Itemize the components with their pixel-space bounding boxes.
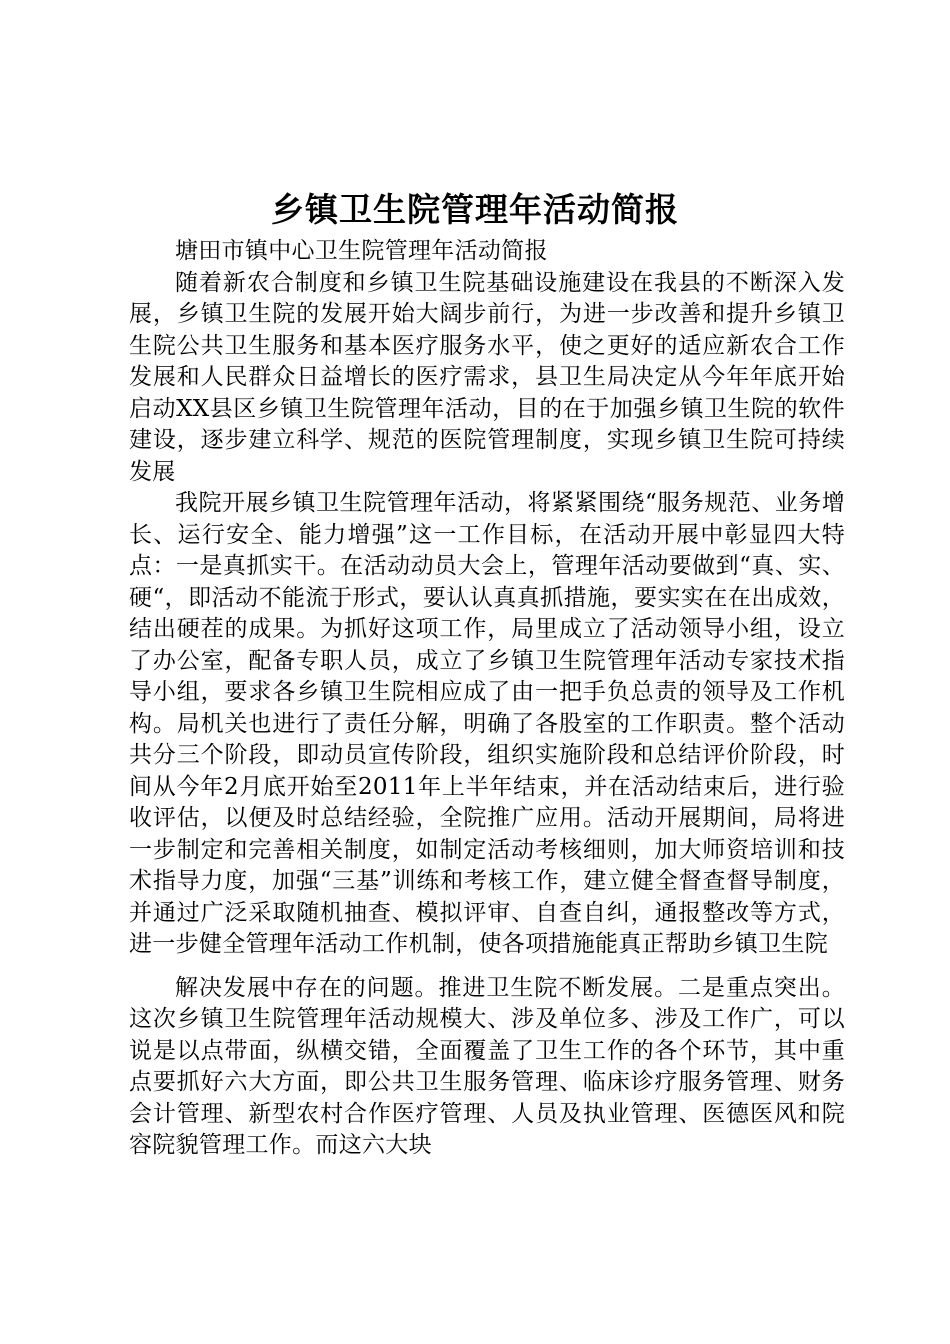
document-title: 乡镇卫生院管理年活动简报 (271, 190, 679, 229)
paragraph-intro: 随着新农合制度和乡镇卫生院基础设施建设在我县的不断深入发展，乡镇卫生院的发展开始大阔步前行，为进一步改善和提升乡镇卫生院公共卫生服务和基本医疗服务水平，使之更好的适应新农合工作发展和人民群众日益增长的医疗需求，县卫生局决定从今年年底开始启动XX县区乡镇卫生院管理年活动，目的在于加强乡镇卫生院的软件建设，逐步建立科学、规范的医院管理制度，实现乡镇卫生院可持续发展 (129, 269, 845, 485)
paragraph-continuation: 解决发展中存在的问题。推进卫生院不断发展。二是重点突出。这次乡镇卫生院管理年活动规模大、涉及单位多、涉及工作广，可以说是以点带面，纵横交错，全面覆盖了卫生工作的各个环节，其中重点要抓好六大方面，即公共卫生服务管理、临床诊疗服务管理、财务会计管理、新型农村合作医疗管理、人员及执业管理、医德医风和院容院貌管理工作。而这六大块 (129, 974, 845, 1158)
paragraph-features: 我院开展乡镇卫生院管理年活动，将紧紧围绕“服务规范、业务增长、运行安全、能力增强”这一工作目标，在活动开展中彰显四大特点：一是真抓实干。在活动动员大会上，管理年活动要做到“真、实、硬“，即活动不能流于形式，要认认真真抓措施，要实实在在出成效，结出硬茬的成果。为抓好这项工作，局里成立了活动领导小组，设立了办公室，配备专职人员，成立了乡镇卫生院管理年活动专家技术指导小组，要求各乡镇卫生院相应成了由一把手负总责的领导及工作机构。局机关也进行了责任分解，明确了各股室的工作职责。整个活动共分三个阶段，即动员宣传阶段，组织实施阶段和总结评价阶段，时间从今年2月底开始至2011年上半年结束，并在活动结束后，进行验收评估，以便及时总结经验，全院推广应用。活动开展期间，局将进一步制定和完善相关制度，如制定活动考核细则，加大师资培训和技术指导力度，加强“三基”训练和考核工作，建立健全督查督导制度，并通过广泛采取随机抽查、模拟评审、自查自纠，通报整改等方式，进一步健全管理年活动工作机制，使各项措施能真正帮助乡镇卫生院 (129, 490, 845, 957)
paragraph-subtitle: 塘田市镇中心卫生院管理年活动简报 (175, 238, 548, 264)
document-body (129, 236, 845, 1162)
